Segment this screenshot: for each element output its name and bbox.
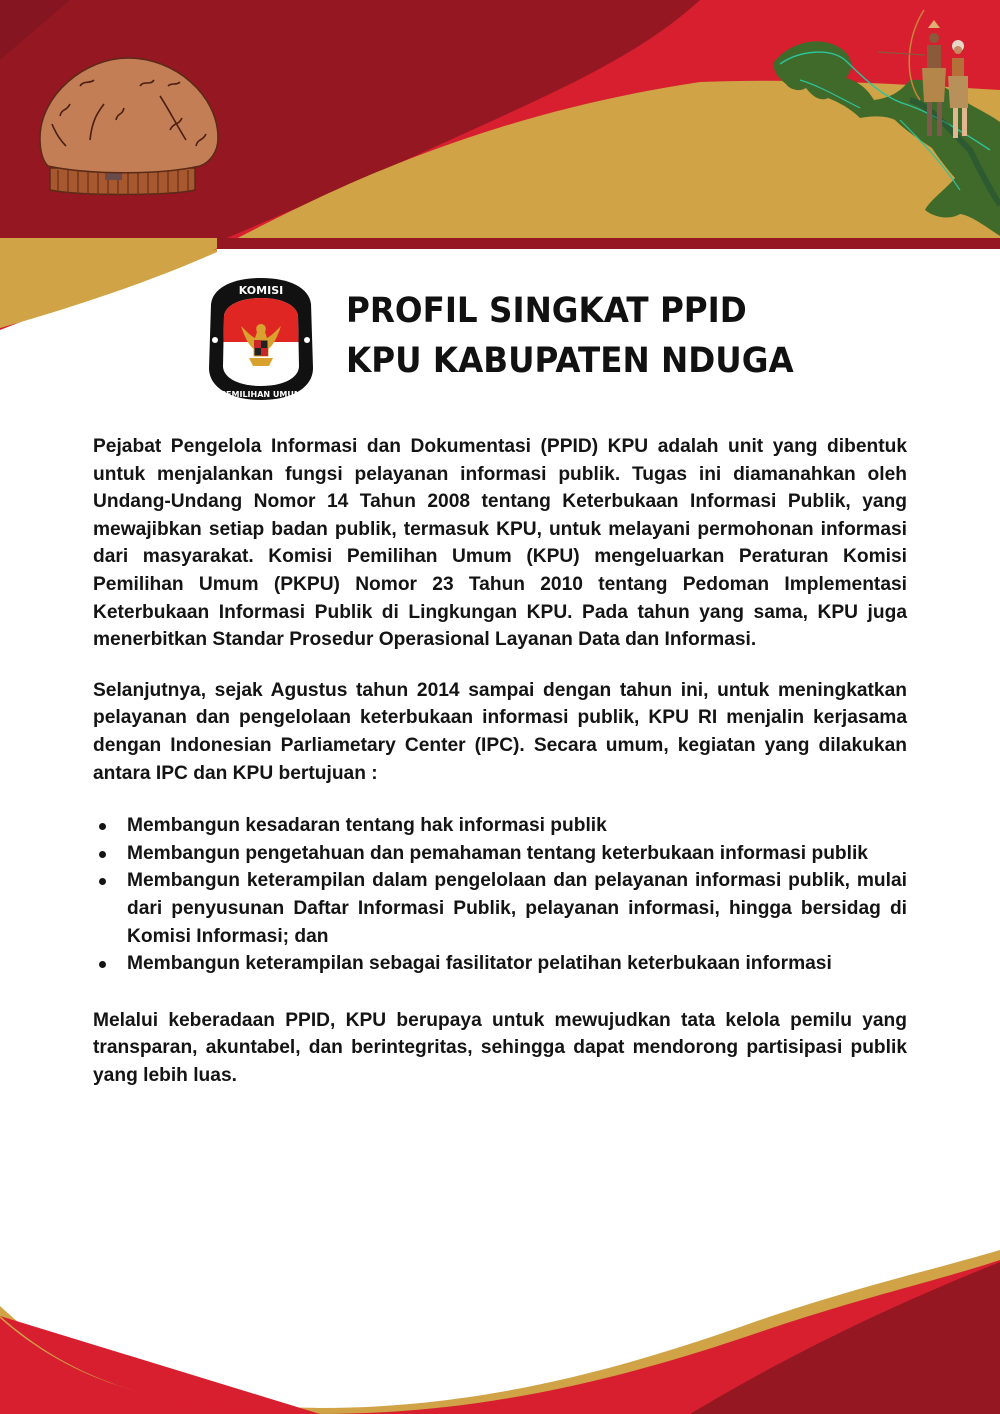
bullet-icon — [99, 851, 106, 858]
logo-bottom-text: PEMILIHAN UMUM — [220, 390, 302, 399]
bullet-icon — [99, 961, 106, 968]
list-item-text: Membangun pengetahuan dan pemahaman tentang keterbukaan informasi publik — [127, 842, 868, 864]
bullet-icon — [99, 878, 106, 885]
paragraph-closing: Melalui keberadaan PPID, KPU berupaya untuk mewujudkan tata kelola pemilu yang transparan, akuntabel, dan berintegritas, sehingga dapat mendorong partisipasi publik yang lebih luas. — [93, 1009, 907, 1086]
list-item — [127, 840, 907, 868]
bullet-icon — [99, 823, 106, 830]
title-line-1: PROFIL SINGKAT PPID — [346, 291, 747, 331]
page-title — [346, 286, 794, 386]
paragraph-intro: Pejabat Pengelola Informasi dan Dokumentasi (PPID) KPU adalah unit yang dibentuk untuk menjalankan fungsi pelayanan informasi publik. Tugas ini diamanahkan oleh Undang-Undang Nomor 14 Tahun 2008 tentang Keterbukaan Informasi Publik, yang mewajibkan setiap badan publik, termasuk KPU, untuk melayani permohonan informasi dari masyarakat. Komisi Pemilihan Umum (KPU) mengeluarkan Peraturan Komisi Pemilihan Umum (PKPU) Nomor 23 Tahun 2010 tentang Pedoman Implementasi Keterbukaan Informasi Publik di Lingkungan KPU. Pada tahun yang sama, KPU juga menerbitkan Standar Prosedur Operasional Layanan Data dan Informasi. — [93, 436, 907, 651]
list-item-text: Membangun keterampilan dalam pengelolaan dan pelayanan informasi publik, mulai dari penyusunan Daftar Informasi Publik, pelayanan informasi, hingga bersidag di Komisi Informasi; dan — [127, 870, 907, 947]
paragraph-cooperation: Selanjutnya, sejak Agustus tahun 2014 sampai dengan tahun ini, untuk meningkatkan pelayanan dan pengelolaan keterbukaan informasi publik, KPU RI menjalin kerjasama dengan Indonesian Parliametary Center (IPC). Secara umum, kegiatan yang dilakukan antara IPC dan KPU bertujuan : — [93, 679, 907, 784]
kpu-logo — [205, 276, 317, 402]
logo-top-text: KOMISI — [238, 284, 284, 297]
list-item-text: Membangun kesadaran tentang hak informasi publik — [127, 815, 607, 837]
document-body — [93, 433, 907, 1112]
list-item — [127, 950, 907, 978]
bottom-wave-banner — [0, 1250, 1000, 1414]
list-item — [127, 867, 907, 950]
list-item — [127, 812, 907, 840]
list-item-text: Membangun keterampilan sebagai fasilitator pelatihan keterbukaan informasi — [127, 953, 832, 975]
title-line-2: KPU KABUPATEN NDUGA — [346, 341, 794, 381]
objectives-list — [93, 812, 907, 978]
